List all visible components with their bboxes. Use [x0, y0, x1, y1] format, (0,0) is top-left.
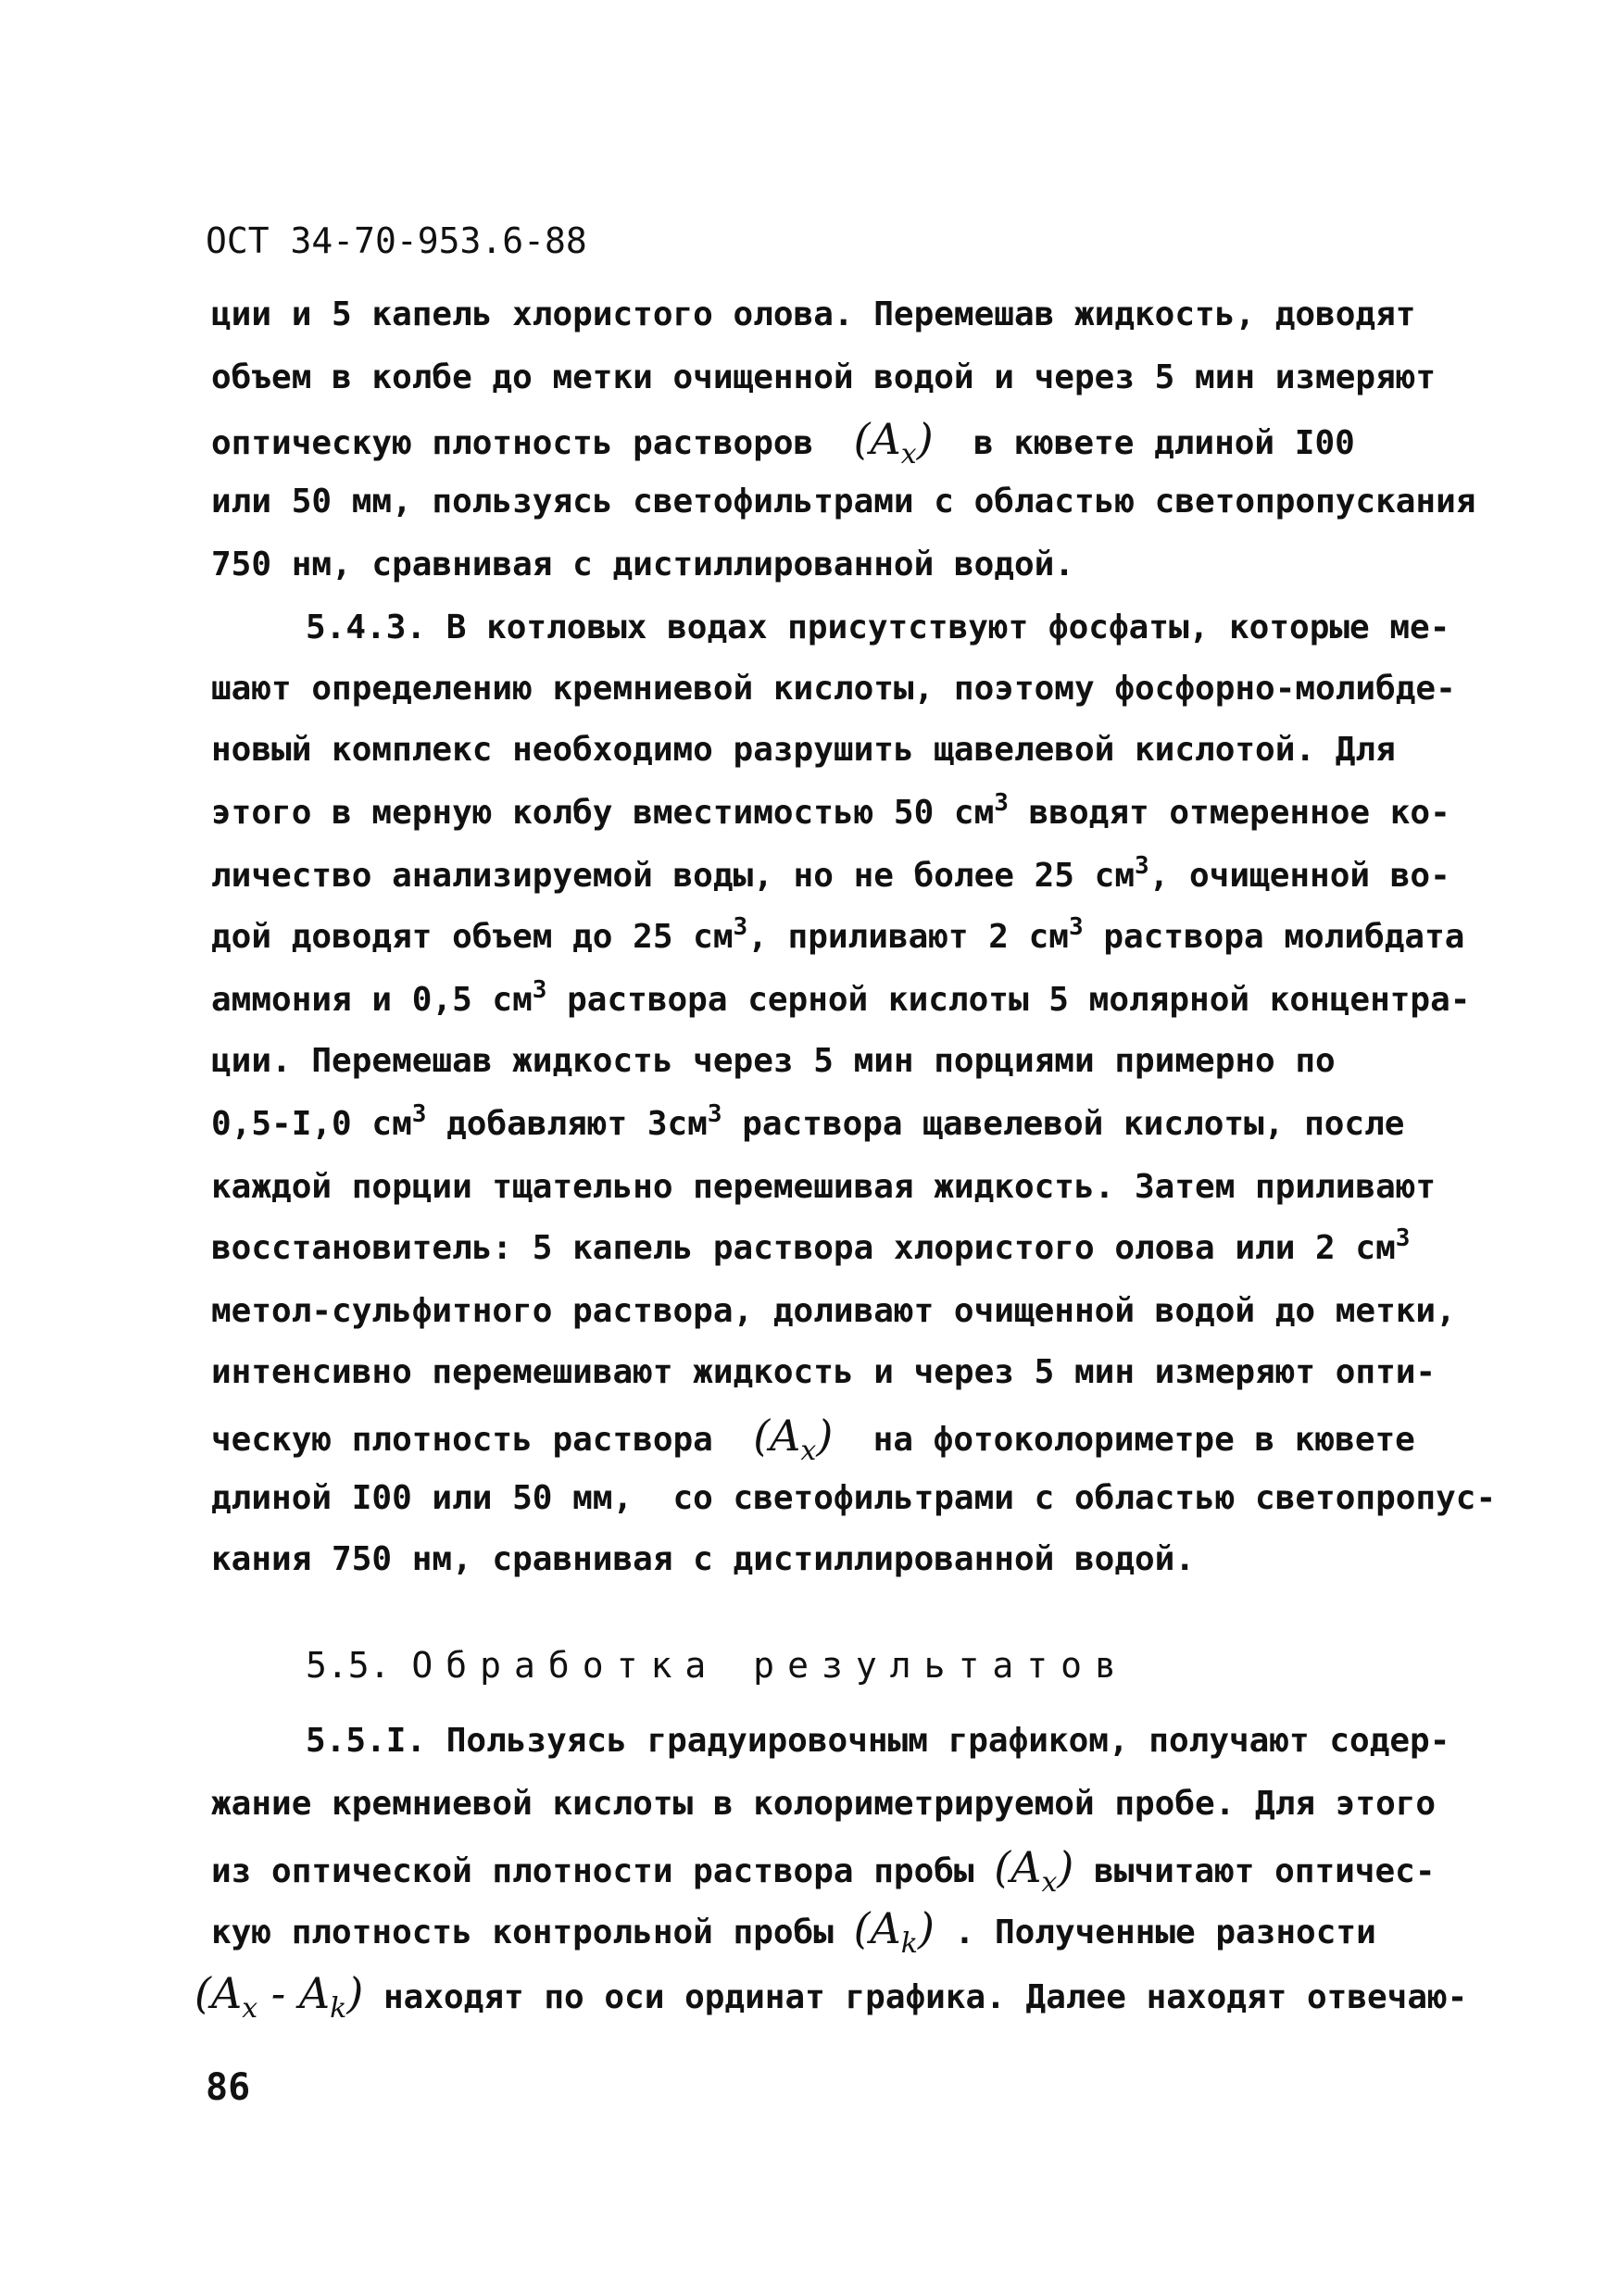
- text-line: или 50 мм, пользуясь светофильтрами с областью светопропускания: [211, 483, 1476, 521]
- text-line: длиной I00 или 50 мм, со светофильтрами с областью светопропус-: [211, 1479, 1497, 1517]
- text-line: дой доводят объем до 25 $см^3$, приливают 2 $см^3$ раствора молибдата: [211, 913, 1465, 956]
- formula-ax: $(A_x)$: [853, 414, 934, 471]
- text-line: ции и 5 капель хлористого олова. Перемешав жидкость, доводят: [211, 295, 1416, 333]
- text-line: личество анализируемой воды, но не более 25 $см^3$, очищенной во-: [211, 852, 1450, 895]
- text-line: каждой порции тщательно перемешивая жидкость. Затем приливают: [211, 1168, 1437, 1206]
- text-line: ческую плотность раствора $(A_x)$ на фотоколориметре в кювете: [211, 1411, 1415, 1468]
- formula-ak: $(A_k)$: [853, 1903, 935, 1961]
- text-line: $(A_x - A_k)$ находят по оси ординат графика. Далее находят отвечаю-: [195, 1968, 1468, 2026]
- text-line: из оптической плотности раствора пробы $(A_x)$ вычитают оптичес-: [211, 1842, 1436, 1900]
- text-line: ции. Перемешав жидкость через 5 мин порциями примерно по: [211, 1042, 1336, 1080]
- formula-ax: $(A_x)$: [753, 1411, 834, 1468]
- text-line: 750 нм, сравнивая с дистиллированной водой.: [211, 546, 1074, 583]
- text-line: аммония и 0,5 $см^3$ раствора серной кислоты 5 молярной концентра-: [211, 976, 1471, 1019]
- text-line: этого в мерную колбу вместимостью 50 $см^3$ вводят отмеренное ко-: [211, 789, 1450, 832]
- document-code: ОСТ 34-70-953.6-88: [206, 220, 587, 261]
- text-line: жание кремниевой кислоты в колориметрируемой пробе. Для этого: [211, 1785, 1437, 1823]
- text-line: 5.5.I. Пользуясь градуировочным графиком, получают содер-: [306, 1722, 1450, 1760]
- text-line: 5.4.3. В котловых водах присутствуют фосфаты, которые ме-: [306, 609, 1450, 646]
- text-line: оптическую плотность растворов $(A_x)$ в кювете длиной I00: [211, 414, 1355, 471]
- text-line: восстановитель: 5 капель раствора хлористого олова или 2 $см^3$: [211, 1224, 1411, 1267]
- formula-ax-minus-ak: $(A_x - A_k)$: [195, 1968, 364, 2026]
- section-heading: 5.5. Обработка результатов: [306, 1645, 1129, 1686]
- text-line: кания 750 нм, сравнивая с дистиллированной водой.: [211, 1540, 1196, 1578]
- text-line: объем в колбе до метки очищенной водой и через 5 мин измеряют: [211, 358, 1437, 396]
- page-number: 86: [206, 2066, 251, 2109]
- text-line: новый комплекс необходимо разрушить щавелевой кислотой. Для: [211, 731, 1396, 769]
- text-line: кую плотность контрольной пробы $(A_k)$ . Полученные разности: [211, 1903, 1376, 1961]
- text-line: метол-сульфитного раствора, доливают очищенной водой до метки,: [211, 1292, 1456, 1330]
- text-line: 0,5-I,0 $см^3$ добавляют $3см^3$ раствора щавелевой кислоты, после: [211, 1100, 1405, 1143]
- text-line: интенсивно перемешивают жидкость и через 5 мин измеряют опти-: [211, 1353, 1437, 1391]
- text-line: шают определению кремниевой кислоты, поэтому фосфорно-молибде-: [211, 670, 1456, 708]
- formula-ax: $(A_x)$: [994, 1842, 1074, 1900]
